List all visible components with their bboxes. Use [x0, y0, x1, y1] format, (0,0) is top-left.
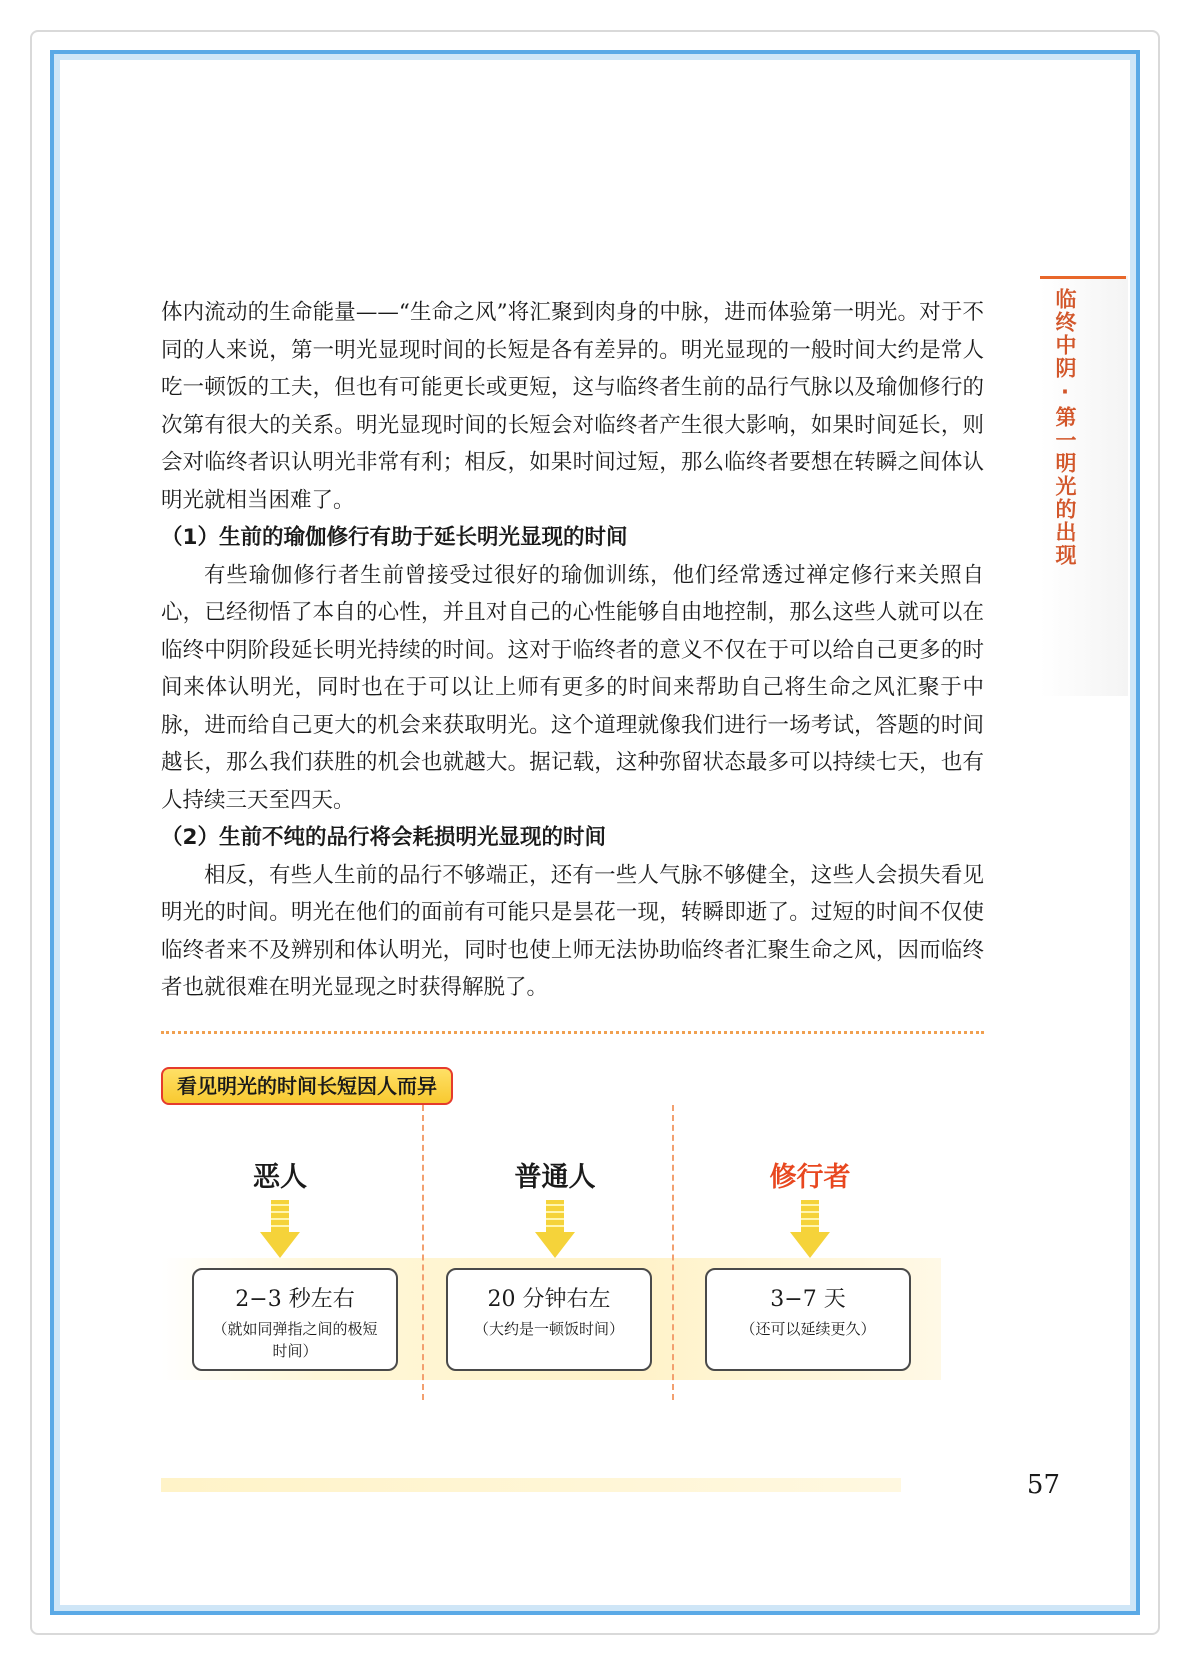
- section-heading-1: （1）生前的瑜伽修行有助于延长明光显现的时间: [161, 525, 628, 550]
- section-heading-2: （2）生前不纯的品行将会耗损明光显现的时间: [161, 825, 606, 850]
- column-label-ordinary: 普通人: [514, 1162, 596, 1193]
- down-arrow-icon: [790, 1200, 830, 1260]
- section-body-1: 有些瑜伽修行者生前曾接受过很好的瑜伽训练，他们经常透过禅定修行来关照自心，已经彻悟了本自的心性，并且对自己的心性能够自由地控制，那么这些人就可以在临终中阴阶段延长明光持续的时间。这对于临终者的意义不仅在于可以给自己更多的时间来体认明光，同时也在于可以让上师有更多的时间来帮助自己将生命之风汇聚于中脉，进而给自己更大的机会来获取明光。这个道理就像我们进行一场考试，答题的时间越长，那么我们获胜的机会也就越大。据记载，这种弥留状态最多可以持续七天，也有人持续三天至四天。: [161, 562, 984, 813]
- duration-note: （还可以延续更久）: [740, 1320, 876, 1338]
- down-arrow-icon: [535, 1200, 575, 1260]
- column-divider: [672, 1105, 674, 1400]
- body-text: [161, 294, 984, 1007]
- duration-box-practitioner: [705, 1268, 911, 1371]
- intro-paragraph: 体内流动的生命能量——“生命之风”将汇聚到肉身的中脉，进而体验第一明光。对于不同的人来说，第一明光显现时间的长短是各有差异的。明光显现的一般时间大约是常人吃一顿饭的工夫，但也有可能更长或更短，这与临终者生前的品行气脉以及瑜伽修行的次第有很大的关系。明光显现时间的长短会对临终者产生很大影响，如果时间延长，则会对临终者识认明光非常有利；相反，如果时间过短，那么临终者要想在转瞬之间体认明光就相当困难了。: [161, 300, 984, 513]
- duration-box-ordinary: [446, 1268, 652, 1371]
- down-arrow-icon: [260, 1200, 300, 1260]
- footer-band: [161, 1478, 901, 1492]
- duration-note: （就如同弹指之间的极短时间）: [212, 1320, 378, 1360]
- chapter-side-rule: [1040, 276, 1126, 279]
- column-label-practitioner: 修行者: [769, 1162, 851, 1193]
- column-divider: [422, 1105, 424, 1400]
- figure-title: 看见明光的时间长短因人而异: [161, 1067, 453, 1105]
- duration-value: 2−3 秒左右: [235, 1287, 355, 1312]
- page-number: 57: [1026, 1470, 1060, 1500]
- column-label-evil: 恶人: [253, 1162, 307, 1193]
- duration-note: （大约是一顿饭时间）: [473, 1320, 624, 1338]
- duration-box-evil: [192, 1268, 398, 1371]
- chapter-running-title: 临终中阴·第一明光的出现: [1053, 288, 1077, 567]
- section-body-2: 相反，有些人生前的品行不够端正，还有一些人气脉不够健全，这些人会损失看见明光的时间。明光在他们的面前有可能只是昙花一现，转瞬即逝了。过短的时间不仅使临终者来不及辨别和体认明光，同时也使上师无法协助临终者汇聚生命之风，因而临终者也就很难在明光显现之时获得解脱了。: [161, 862, 984, 1000]
- duration-value: 3−7 天: [770, 1287, 846, 1312]
- duration-value: 20 分钟右左: [487, 1287, 611, 1312]
- dotted-divider: [161, 1031, 984, 1034]
